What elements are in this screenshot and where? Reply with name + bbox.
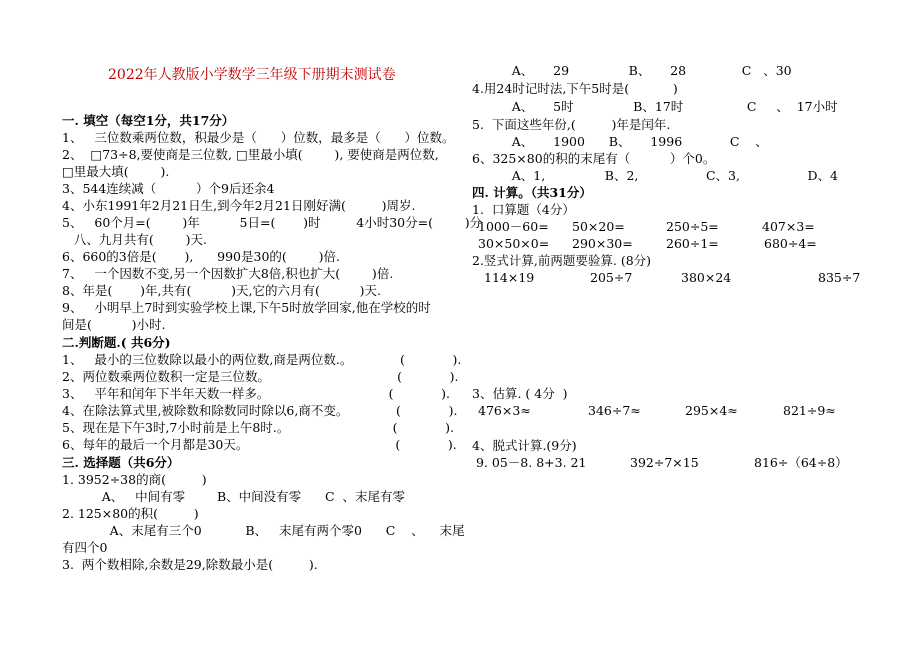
question-line: 6、325×80的积的末尾有（ ）个0。: [472, 151, 716, 166]
question-line: A、 5时 B、17时 C 、 17小时: [472, 99, 838, 114]
question-line: 3. 两个数相除,余数是29,除数最小是( ).: [62, 557, 318, 572]
question-line: 有四个0: [62, 540, 108, 555]
oral-item: 407×3=: [762, 219, 815, 234]
question-line: 3、544连续减（ ）个9后还余4: [62, 181, 275, 196]
question-line: 8、年是( )年,共有( )天,它的六月有( )天.: [62, 283, 381, 298]
section-judge-heading: 二.判断题.( 共6分): [62, 335, 171, 350]
question-line: 3、 平年和闰年下半年天数一样多。 ( ).: [62, 386, 450, 401]
oral-item: 680÷4=: [764, 236, 817, 251]
question-line: 4、小东1991年2月21日生,到今年2月21日刚好满( )周岁.: [62, 198, 416, 213]
step-calc-heading: 4、脱式计算.(9分): [472, 438, 577, 453]
question-line: 5、 60个月=( )年 5日=( )时 4小时30分=( )分: [62, 215, 483, 230]
question-line: 7、 一个因数不变,另一个因数扩大8倍,积也扩大( )倍.: [62, 266, 394, 281]
question-line: 5、现在是下午3时,7小时前是上午8时.。 ( ).: [62, 420, 454, 435]
question-line: 6、每年的最后一个月都是30天。 ( ).: [62, 437, 457, 452]
question-line: A、 29 B、 28 C 、30: [472, 63, 792, 78]
vertical-item: 205÷7: [590, 270, 633, 285]
estimate-item: 346÷7≈: [588, 403, 641, 418]
oral-item: 30×50×0=: [478, 236, 550, 251]
oral-calc-heading: 1. 口算题（4分）: [472, 202, 575, 217]
question-line: □里最大填( ).: [62, 164, 170, 179]
estimate-item: 295×4≈: [685, 403, 738, 418]
estimate-heading: 3、估算. ( 4分 ): [472, 386, 568, 401]
estimate-item: 476×3≈: [478, 403, 531, 418]
question-line: 4、在除法算式里,被除数和除数同时除以6,商不变。 ( ).: [62, 403, 458, 418]
question-line: 1、 三位数乘两位数，积最少是（ ）位数，最多是（ ）位数。: [62, 130, 455, 145]
oral-item: 50×20=: [572, 219, 625, 234]
page-title: 2022年人教版小学数学三年级下册期末测试卷: [108, 67, 396, 83]
question-line: A、 1900 B、 1996 C 、: [472, 134, 768, 149]
section-calc-heading: 四. 计算。（共31分）: [472, 185, 592, 200]
question-line: 5. 下面这些年份,( )年是闰年.: [472, 117, 671, 132]
question-line: A、1, B、2, C、3, D、4: [472, 168, 838, 183]
vertical-item: 835÷7: [818, 270, 861, 285]
question-line: 9、 小明早上7时到实验学校上课,下午5时放学回家,他在学校的时: [62, 300, 431, 315]
question-line: 6、660的3倍是( ), 990是30的( )倍.: [62, 249, 340, 264]
question-line: A、末尾有三个0 B、 末尾有两个零0 C 、 末尾: [62, 523, 465, 538]
step-item: 392÷7×15: [630, 455, 699, 470]
oral-item: 260÷1=: [666, 236, 719, 251]
vertical-item: 380×24: [681, 270, 732, 285]
oral-item: 250÷5=: [666, 219, 719, 234]
question-line: 1. 3952÷38的商( ): [62, 472, 207, 487]
question-line: 1、 最小的三位数除以最小的两位数,商是两位数.。 ( ).: [62, 352, 462, 367]
section-fill-blank-heading: 一. 填空（每空1分，共17分）: [62, 113, 235, 128]
estimate-item: 821÷9≈: [783, 403, 836, 418]
step-item: 816÷（64÷8）: [754, 455, 848, 470]
step-item: 9. 05－8. 8+3. 21: [476, 455, 587, 470]
question-line: 间是( )小时.: [62, 317, 166, 332]
question-line: 八、九月共有( )天.: [62, 232, 207, 247]
question-line: 2、两位数乘两位数积一定是三位数。 ( ).: [62, 369, 459, 384]
oral-item: 1000－60=: [478, 219, 549, 234]
question-line: A、 中间有零 B、中间没有零 C 、末尾有零: [62, 489, 406, 504]
section-choice-heading: 三. 选择题（共6分）: [62, 455, 180, 470]
question-line: 4.用24时记时法,下午5时是( ): [472, 81, 678, 96]
vertical-calc-heading: 2.竖式计算,前两题要验算. (8分): [472, 253, 652, 268]
oral-item: 290×30=: [572, 236, 633, 251]
question-line: 2. 125×80的积( ): [62, 506, 199, 521]
question-line: 2、 □73÷8,要使商是三位数, □里最小填( ), 要使商是两位数,: [62, 147, 439, 162]
vertical-item: 114×19: [484, 270, 535, 285]
